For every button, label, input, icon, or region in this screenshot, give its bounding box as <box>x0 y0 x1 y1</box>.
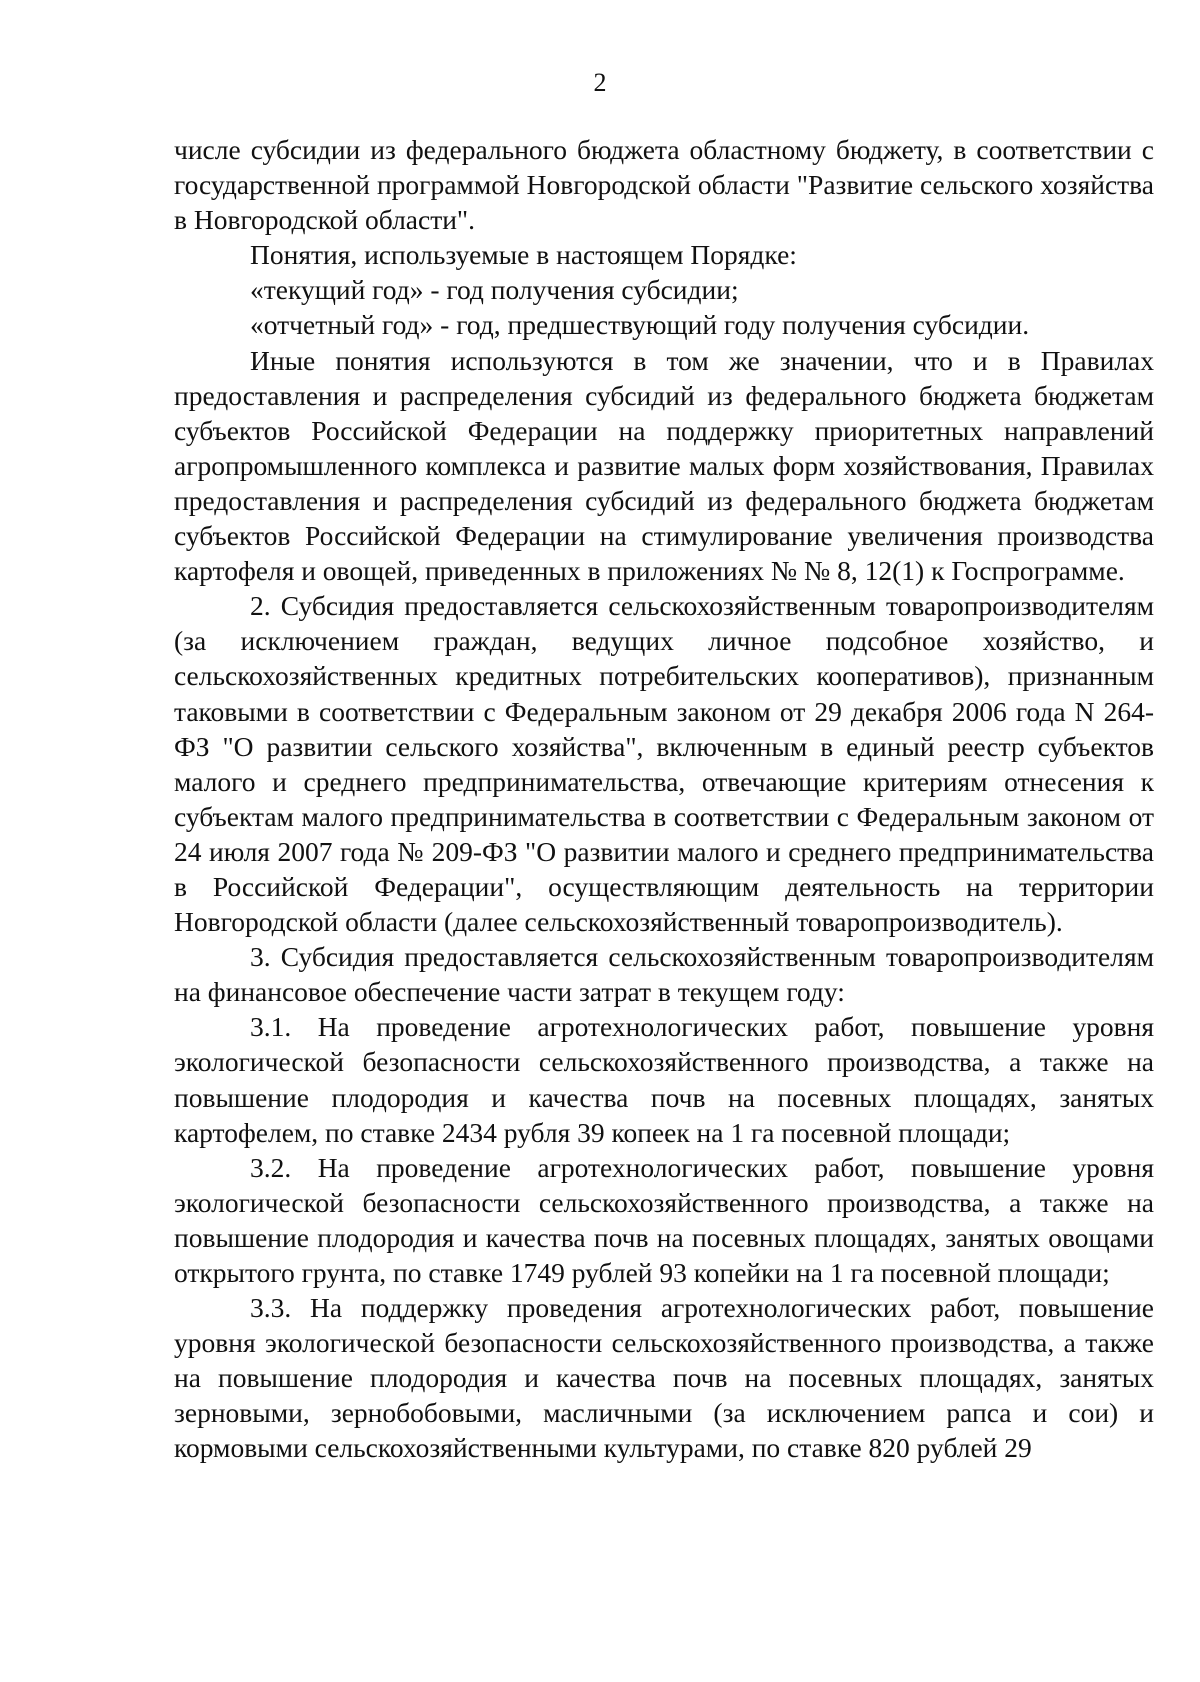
paragraph-definitions-intro: Понятия, используемые в настоящем Порядке: <box>250 239 797 271</box>
document-body <box>174 132 1154 1466</box>
paragraph-definition-reporting-year: «отчетный год» - год, предшествующий году получения субсидии. <box>250 309 1030 341</box>
paragraph-clause-2: 2. Субсидия предоставляется сельскохозяйственным товаропроизводителям (за исключением граждан, ведущих личное подсобное хозяйство, и сельскохозяйственных кредитных потребительских кооперативов), признанным таковыми в соответствии с Федеральным законом от 29 декабря 2006 года N 264-ФЗ "О развитии сельского хозяйства", включенным в единый реестр субъектов малого и среднего предпринимательства, отвечающие критериям отнесения к субъектам малого предпринимательства в соответствии с Федеральным законом от 24 июля 2007 года № 209-ФЗ "О развитии малого и среднего предпринимательства в Российской Федерации", осуществляющим деятельность на территории Новгородской области (далее сельскохозяйственный товаропроизводитель). <box>174 590 1154 938</box>
paragraph-clause-3-3: 3.3. На поддержку проведения агротехнологических работ, повышение уровня экологической безопасности сельскохозяйственного производства, а также на повышение плодородия и качества почв на посевных площадях, занятых зерновыми, зернобобовыми, масличными (за исключением рапса и сои) и кормовыми сельскохозяйственными культурами, по ставке 820 рублей 29 <box>174 1292 1154 1464</box>
paragraph-continuation: числе субсидии из федерального бюджета областному бюджету, в соответствии с государственной программой Новгородской области "Развитие сельского хозяйства в Новгородской области". <box>174 134 1154 236</box>
paragraph-clause-3-2: 3.2. На проведение агротехнологических работ, повышение уровня экологической безопасности сельскохозяйственного производства, а также на повышение плодородия и качества почв на посевных площадях, занятых овощами открытого грунта, по ставке 1749 рублей 93 копейки на 1 га посевной площади; <box>174 1151 1154 1288</box>
page-number: 2 <box>593 68 607 97</box>
paragraph-clause-3: 3. Субсидия предоставляется сельскохозяйственным товаропроизводителям на финансовое обеспечение части затрат в текущем году: <box>174 941 1154 1008</box>
paragraph-clause-3-1: 3.1. На проведение агротехнологических работ, повышение уровня экологической безопасности сельскохозяйственного производства, а также на повышение плодородия и качества почв на посевных площадях, занятых картофелем, по ставке 2434 рубля 39 копеек на 1 га посевной площади; <box>174 1011 1154 1148</box>
paragraph-definition-current-year: «текущий год» - год получения субсидии; <box>250 274 739 306</box>
paragraph-other-definitions: Иные понятия используются в том же значении, что и в Правилах предоставления и распределения субсидий из федерального бюджета бюджетам субъектов Российской Федерации на поддержку приоритетных направлений агропромышленного комплекса и развитие малых форм хозяйствования, Правилах предоставления и распределения субсидий из федерального бюджета бюджетам субъектов Российской Федерации на стимулирование увеличения производства картофеля и овощей, приведенных в приложениях № № 8, 12(1) к Госпрограмме. <box>174 344 1154 587</box>
